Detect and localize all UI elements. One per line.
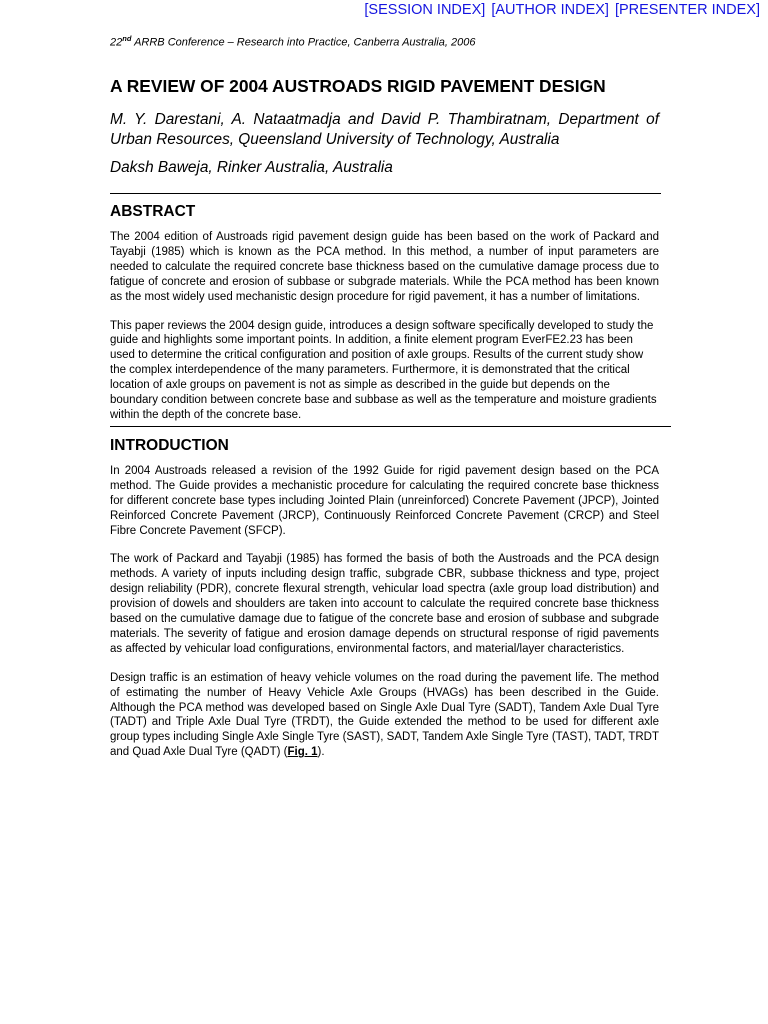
- paper-title: A REVIEW OF 2004 AUSTROADS RIGID PAVEMENT DESIGN: [110, 76, 606, 96]
- author-index-link[interactable]: [AUTHOR INDEX]: [491, 2, 609, 18]
- introduction-paragraph-2: The work of Packard and Tayabji (1985) has formed the basis of both the Austroads and the PCA design methods. A variety of inputs including design traffic, subgrade CBR, subbase thickness and type, project design reliability (PDR), concrete flexural strength, vehicular load spectra (axle group load distribution) and provision of dowels and shoulders are taken into account to calculate the required concrete base thickness based on the cumulative damage due to fatigue of the concrete base and erosion of subbase and subgrade materials. The severity of fatigue and erosion damage depends on structural response of rigid pavements as affected by vehicular load configurations, environmental factors, and material/layer characteristics.: [110, 553, 659, 655]
- conference-number: 22: [110, 36, 123, 49]
- divider-top: [110, 193, 661, 194]
- introduction-paragraph-3-text: Design traffic is an estimation of heavy vehicle volumes on the road during the pavement life. The method of estimating the number of Heavy Vehicle Axle Groups (HVAGs) has been described in the Guide. Although the PCA method was developed based on Single Axle Dual Tyre (SADT), Tandem Axle Dual Tyre (TADT) and Triple Axle Dual Tyre (TRDT), the Guide extended the method to be used for different axle group types including Single Axle Single Tyre (SAST), SADT, Tandem Axle Single Tyre (TAST), TADT, TRDT and Quad Axle Dual Tyre (QADT) (: [110, 671, 659, 759]
- introduction-paragraph-1: In 2004 Austroads released a revision of the 1992 Guide for rigid pavement design based on the PCA method. The Guide provides a mechanistic procedure for calculating the required concrete base thickness for different concrete base types including Jointed Plain (unreinforced) Concrete Pavement (JPCP), Jointed Reinforced Concrete Pavement (JRCP), Continuously Reinforced Concrete Pavement (CRCP) and Steel Fibre Concrete Pavement (SFCP).: [110, 464, 659, 537]
- conference-suffix: nd: [122, 34, 132, 43]
- paper-content: [110, 74, 659, 760]
- index-links: [364, 2, 760, 18]
- introduction-heading: INTRODUCTION: [110, 436, 229, 454]
- abstract-paragraph-2: This paper reviews the 2004 design guide, introduces a design software specifically developed to study the guide and highlights some important points. In addition, a finite element program EverFE2.23 has been used to determine the critical configuration and position of axle groups. Results of the current study show the complex interdependence of the many parameters. Furthermore, it is demonstrated that the critical location of axle groups on pavement is not as simple as described in the guide but depends on the boundary condition between concrete base and subbase as well as the temperature and moisture gradients within the depth of the concrete base.: [110, 319, 657, 421]
- presenter-index-link[interactable]: [PRESENTER INDEX]: [614, 2, 760, 18]
- conference-header: [110, 34, 475, 49]
- abstract-heading: ABSTRACT: [110, 203, 196, 220]
- conference-rest: ARRB Conference – Research into Practice, Canberra Australia, 2006: [131, 36, 476, 49]
- authors-affiliation-2: Daksh Baweja, Rinker Australia, Australia: [110, 159, 393, 176]
- introduction-paragraph-3: [110, 671, 659, 760]
- authors-affiliation-1: M. Y. Darestani, A. Nataatmadja and David P. Thambiratnam, Department of Urban Resources, Queensland University of Technology, Australia: [110, 111, 659, 148]
- abstract-paragraph-1: The 2004 edition of Austroads rigid pavement design guide has been based on the work of Packard and Tayabji (1985) which is known as the PCA method. In this method, a number of input parameters are needed to calculate the required concrete base thickness based on the cumulative damage process due to fatigue of concrete and erosion of subbase or subgrade materials. While the PCA method has been known as the most widely used mechanistic design procedure for rigid pavement, it has a number of limitations.: [110, 231, 659, 303]
- introduction-paragraph-3-end: ).: [317, 746, 325, 759]
- divider-bottom: [110, 426, 671, 427]
- session-index-link[interactable]: [SESSION INDEX]: [364, 2, 486, 18]
- fig-1-link[interactable]: Fig. 1: [287, 746, 318, 759]
